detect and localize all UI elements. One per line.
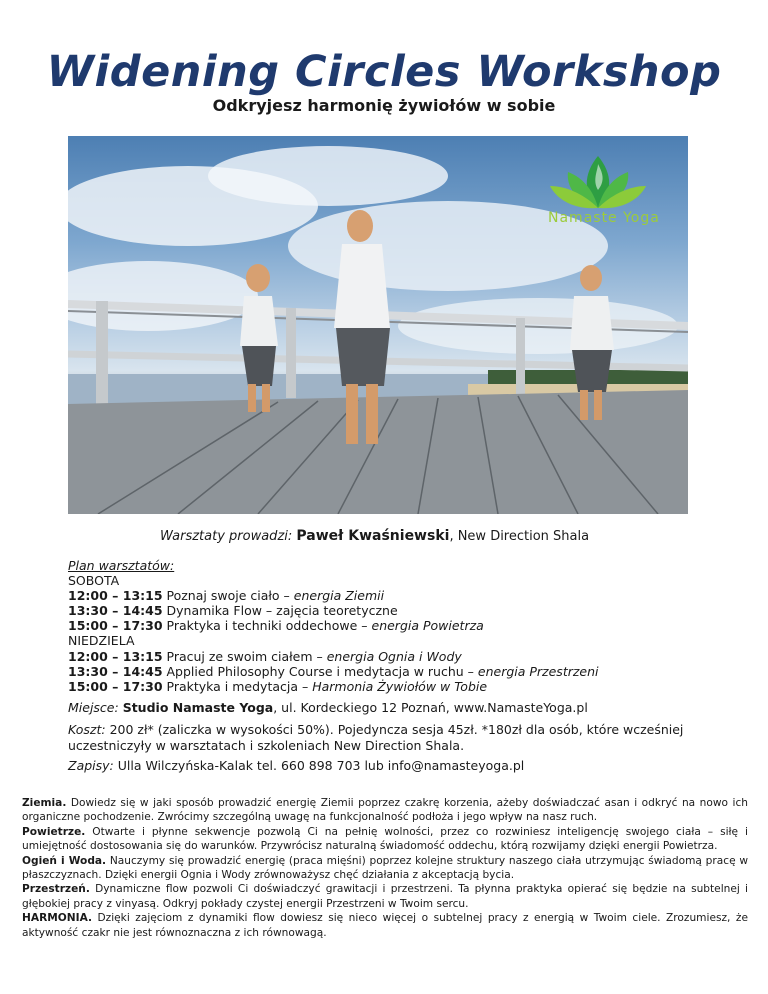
description-term: Powietrze. bbox=[22, 825, 86, 838]
session-energy: Harmonia Żywiołów w Tobie bbox=[312, 678, 488, 694]
session-text: Pracuj ze swoim ciałem – bbox=[162, 648, 327, 664]
session-row bbox=[68, 588, 599, 603]
session-energy: energia Ziemii bbox=[293, 588, 385, 604]
description-text: Dzięki zajęciom z dynamiki flow dowiesz się nieco więcej o subtelnej pracy z energią w Twoim ciele. Zrozumiesz, że aktywność czakr nie jest równoznaczna z ich równowagą. bbox=[22, 912, 748, 939]
cost-text: 200 zł* (zaliczka w wysokości 50%). Pojedyncza sesja 45zł. *180zł dla osób, które wcześniej bbox=[105, 722, 684, 737]
session-row bbox=[68, 618, 599, 633]
day-label: SOBOTA bbox=[68, 573, 120, 589]
description-text: Dowiedz się w jaki sposób prowadzić energię Ziemii poprzez czakrę korzenia, ażeby doświadczać asan i odkryć na nowo ich organiczne pochodzenie. Zwrócimy szczególną uwagę na funkcjonalność podłoża i jego wpływ na nasz ruch. bbox=[22, 797, 748, 824]
photo-illustration bbox=[68, 136, 688, 514]
session-time: 13:30 – 14:45 bbox=[68, 663, 163, 679]
session-text: Praktyka i techniki oddechowe – bbox=[162, 618, 372, 634]
session-row bbox=[68, 664, 599, 679]
place-address: , ul. Kordeckiego 12 Poznań, www.NamasteYoga.pl bbox=[273, 700, 588, 715]
description-paragraph bbox=[22, 796, 748, 825]
description-paragraph bbox=[22, 911, 748, 940]
instructor-name: Paweł Kwaśniewski bbox=[296, 528, 450, 544]
description-paragraph bbox=[22, 825, 748, 854]
lotus-logo-icon bbox=[550, 156, 646, 208]
description-text: Nauczymy się prowadzić energię (praca mięśni) poprzez kolejne struktury naszego ciała utrzymując świadomą pracę w płaszczyznach. Dzięki energii Ognia i Wody zrównoważysz chęć działania z akceptacją bycia. bbox=[22, 854, 749, 882]
session-text: Praktyka i medytacja – bbox=[162, 678, 313, 694]
page-title: Widening Circles Workshop bbox=[46, 47, 722, 97]
instructor-line bbox=[160, 528, 589, 544]
session-row bbox=[68, 603, 599, 618]
session-text: Poznaj swoje ciało – bbox=[162, 588, 294, 604]
day-label: NIEDZIELA bbox=[68, 633, 135, 649]
element-descriptions bbox=[22, 796, 748, 940]
session-text: Dynamika Flow – zajęcia teoretyczne bbox=[162, 603, 398, 619]
description-paragraph bbox=[22, 882, 748, 911]
signup-text: Ulla Wilczyńska-Kalak tel. 660 898 703 lub info@namasteyoga.pl bbox=[113, 758, 525, 773]
session-energy: energia Ognia i Wody bbox=[326, 648, 462, 664]
session-time: 12:00 – 13:15 bbox=[68, 588, 163, 604]
session-row bbox=[68, 649, 599, 664]
description-text: Dynamiczne flow pozwoli Ci doświadczyć grawitacji i przestrzeni. Ta płynna praktyka opierać się będzie na subtelnej i głębokiej pracy z vinyasą. Odkryj pokłady czystej energii Przestrzeni w Twoim sercu. bbox=[22, 883, 748, 910]
logo-text: Namaste Yoga bbox=[548, 210, 660, 226]
description-term: Przestrzeń. bbox=[22, 883, 90, 896]
instructor-suffix: , New Direction Shala bbox=[449, 529, 590, 544]
hero-photo bbox=[68, 136, 688, 514]
session-time: 15:00 – 17:30 bbox=[68, 618, 163, 634]
place-venue: Studio Namaste Yoga bbox=[122, 700, 274, 715]
session-row bbox=[68, 679, 599, 694]
cost-text-2: uczestniczyły w warsztatach i szkoleniach New Direction Shala. bbox=[68, 738, 465, 753]
workshop-plan bbox=[68, 558, 599, 694]
place-label: Miejsce: bbox=[68, 700, 119, 715]
session-time: 13:30 – 14:45 bbox=[68, 603, 163, 619]
session-time: 12:00 – 13:15 bbox=[68, 648, 163, 664]
description-paragraph bbox=[22, 854, 748, 883]
signup-label: Zapisy: bbox=[68, 758, 114, 773]
description-term: HARMONIA. bbox=[22, 912, 92, 925]
session-energy: energia Przestrzeni bbox=[477, 663, 599, 679]
cost-label: Koszt: bbox=[68, 722, 106, 737]
instructor-label: Warsztaty prowadzi: bbox=[160, 529, 293, 544]
session-text: Applied Philosophy Course i medytacja w ruchu – bbox=[162, 663, 478, 679]
plan-heading: Plan warsztatów: bbox=[68, 558, 175, 573]
signup-line bbox=[68, 758, 728, 774]
session-energy: energia Powietrza bbox=[371, 618, 484, 634]
place-line bbox=[68, 700, 728, 716]
description-term: Ogień i Woda. bbox=[22, 854, 107, 867]
description-term: Ziemia. bbox=[22, 797, 67, 809]
cost-block bbox=[68, 722, 728, 754]
session-time: 15:00 – 17:30 bbox=[68, 678, 163, 694]
page-subtitle: Odkryjesz harmonię żywiołów w sobie bbox=[212, 96, 556, 115]
description-text: Otwarte i płynne sekwencje pozwolą Ci na pełnię wolności, przez co rozwiniesz inteligencję swojego ciała – siłę i umiejętność dostosowania się do warunków. Przywrócisz naturalną świadomość oddechu, którą rozwijamy dzięki energii Powietrza. bbox=[22, 825, 748, 853]
